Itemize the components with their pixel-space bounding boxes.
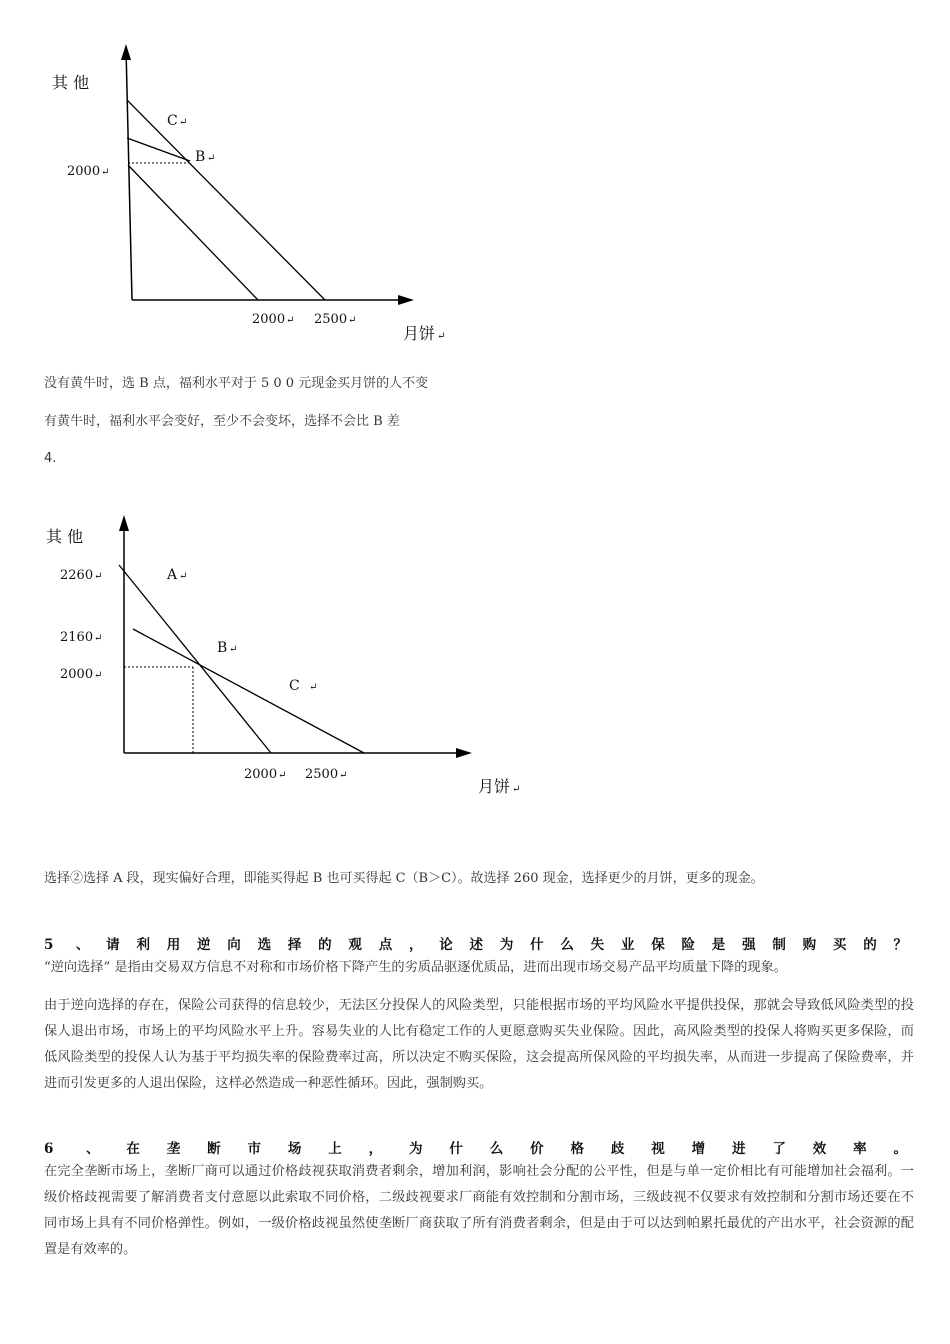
fig2-y-arrow: [119, 515, 129, 531]
fig2-xtick-2500: 2500: [305, 767, 339, 782]
q5-definition: “逆向选择” 是指由交易双方信息不对称和市场价格下降产生的劣质品驱逐优质品，进而出现市场交易产品平均质量下降的现象。: [44, 960, 787, 975]
fig2-xtick-2000-mark: ↵: [278, 770, 287, 781]
fig1-xtick-2000-mark: ↵: [286, 315, 295, 326]
fig2-point-a-mark: ↵: [179, 571, 188, 582]
fig2-xtick-2500-mark: ↵: [339, 770, 348, 781]
q6-heading: 6 、在垄断市场上，为什么价格歧视增进了效率。: [44, 1141, 908, 1157]
q5-answer: 由于逆向选择的存在，保险公司获得的信息较少，无法区分投保人的风险类型，只能根据市场的平均风险水平提供投保，那就会导致低风险类型的投保人退出市场，市场上的平均风险水平上升。容易失业的人比有稳定工作的人更愿意购买失业保险。因此，高风险类型的投保人将购买更多保险，而低风险类型的投保人认为基于平均损失率的保险费率过高，所以决定不购买保险，这会提高所保风险的平均损失率，从而进一步提高了保险费率，并进而引发更多的人退出保险，这样必然造成一种恶性循环。因此，强制购买。: [44, 998, 914, 1091]
fig2-ylabel: 其 他: [46, 527, 84, 546]
fig1-xlabel-mark: ↵: [437, 331, 446, 342]
fig2-line-a: [119, 565, 271, 753]
fig2-ytick-2260: 2260: [60, 568, 94, 583]
fig2-point-c: C: [289, 678, 300, 694]
fig1-y-axis: [126, 48, 132, 300]
text-choice: 选择②选择 A 段，现实偏好合理，即能买得起 B 也可买得起 C（B＞C）。故选择 260 现金，选择更少的月饼，更多的现金。: [44, 871, 764, 886]
fig2-xlabel: 月饼: [478, 777, 511, 796]
fig2-ytick-2160: 2160: [60, 630, 94, 645]
fig1-point-b-mark: ↵: [207, 153, 216, 164]
figure-1: [0, 0, 950, 360]
fig1-line-lower: [128, 165, 258, 300]
item-number-4: 4.: [44, 451, 57, 466]
text-line-2: 有黄牛时，福利水平会变好，至少不会变坏，选择不会比 B 差: [44, 414, 400, 429]
fig1-xtick-2000: 2000: [252, 312, 286, 327]
fig1-ytick-2000: 2000: [67, 164, 101, 179]
fig1-ytick-2000-mark: ↵: [101, 167, 110, 178]
fig2-xlabel-mark: ↵: [512, 784, 521, 795]
fig2-xtick-2000: 2000: [244, 767, 278, 782]
q6-answer: 在完全垄断市场上，垄断厂商可以通过价格歧视获取消费者剩余，增加利润，影响社会分配的公平性，但是与单一定价相比有可能增加社会福利。一级价格歧视需要了解消费者支付意愿以此索取不同价格，二级歧视要求厂商能有效控制和分割市场，三级歧视不仅要求有效控制和分割市场还要在不同市场上具有不同价格弹性。例如，一级价格歧视虽然使垄断厂商获取了所有消费者剩余，但是由于可以达到帕累托最优的产出水平，社会资源的配置是有效率的。: [44, 1164, 914, 1257]
fig2-point-a: A: [167, 567, 178, 583]
fig1-line-upper: [127, 100, 325, 300]
fig2-point-b: B: [217, 640, 228, 656]
figure-2: [0, 505, 950, 805]
fig2-ytick-2000: 2000: [60, 667, 94, 682]
fig1-line-kinked: [127, 138, 190, 161]
fig1-point-c-mark: ↵: [179, 117, 188, 128]
fig2-point-c-mark: ↵: [309, 682, 318, 693]
fig1-point-b: B: [195, 149, 206, 165]
fig2-x-arrow: [456, 748, 472, 758]
q5-heading: 5 、请利用逆向选择的观点，论述为什么失业保险是强制购买的？: [44, 937, 908, 953]
fig2-line-c: [133, 629, 364, 753]
fig2-ytick-2000-mark: ↵: [94, 670, 103, 681]
fig1-xtick-2500-mark: ↵: [348, 315, 357, 326]
fig1-point-c: C: [167, 113, 178, 129]
fig1-xlabel: 月饼: [403, 324, 436, 343]
fig1-xtick-2500: 2500: [314, 312, 348, 327]
fig2-point-b-mark: ↵: [229, 644, 238, 655]
fig1-y-arrow: [121, 44, 131, 60]
fig2-ytick-2160-mark: ↵: [94, 633, 103, 644]
fig1-ylabel: 其 他: [52, 73, 90, 92]
fig2-ytick-2260-mark: ↵: [94, 571, 103, 582]
fig1-x-arrow: [398, 295, 414, 305]
text-line-1: 没有黄牛时，选 B 点，福利水平对于 5 0 0 元现金买月饼的人不变: [44, 376, 429, 391]
